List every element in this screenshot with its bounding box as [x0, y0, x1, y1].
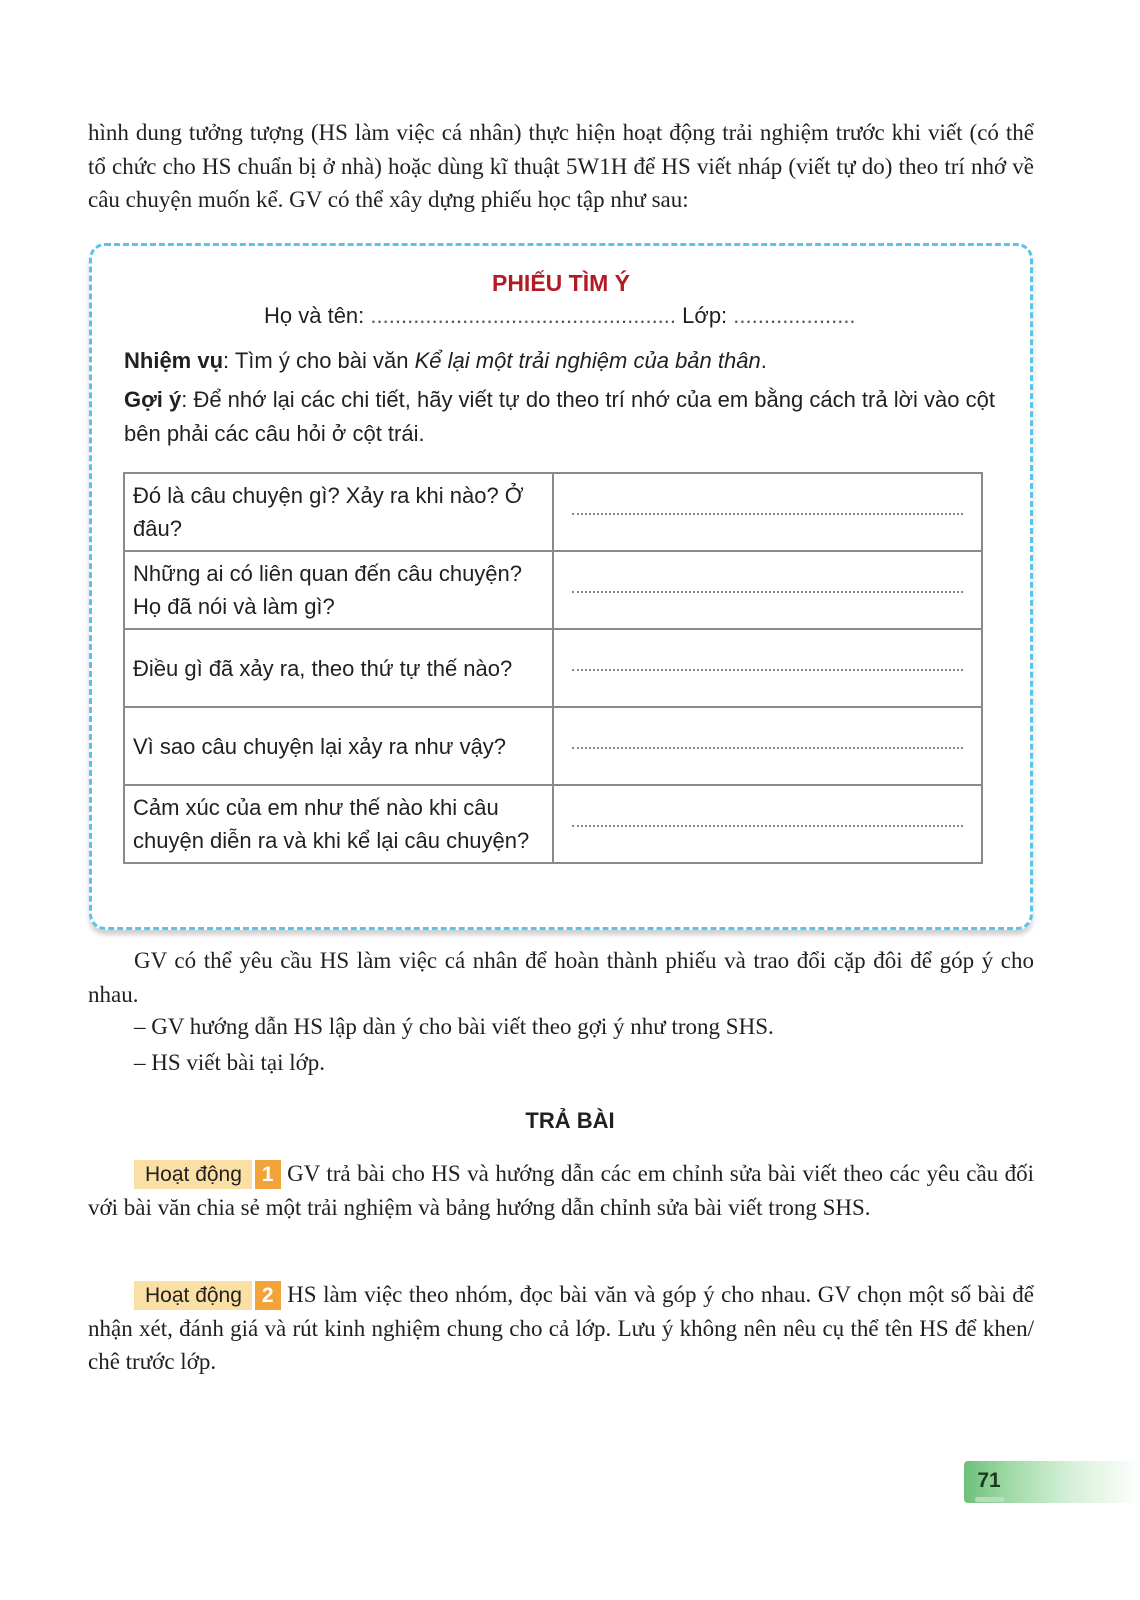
hint-label: Gợi ý	[124, 387, 182, 412]
activity-label: Hoạt động	[134, 1281, 252, 1310]
question-cell: Cảm xúc của em như thế nào khi câu chuyện diễn ra và khi kể lại câu chuyện?	[124, 785, 553, 863]
after-sheet-paragraph: GV có thể yêu cầu HS làm việc cá nhân để hoàn thành phiếu và trao đổi cặp đôi để góp ý cho nhau.	[88, 948, 1034, 1007]
activity-1-badge	[134, 1160, 281, 1189]
name-class-line	[264, 303, 856, 329]
answer-dotted-line	[572, 591, 963, 593]
activity-2-badge	[134, 1281, 281, 1310]
activity-text: GV trả bài cho HS và hướng dẫn các em chỉnh sửa bài viết theo các yêu cầu đối với bài văn chia sẻ một trải nghiệm và bảng hướng dẫn chỉnh sửa bài viết trong SHS.	[88, 1161, 1035, 1220]
activity-number: 2	[255, 1281, 281, 1310]
question-cell: Đó là câu chuyện gì? Xảy ra khi nào? Ở đâu?	[124, 473, 553, 551]
table-row	[124, 551, 982, 629]
page-number: 71	[977, 1469, 1001, 1492]
answer-dotted-line	[572, 669, 963, 671]
name-dots: ..................................................	[370, 303, 677, 328]
task-line	[124, 344, 1004, 378]
table-row	[124, 473, 982, 551]
question-cell: Điều gì đã xảy ra, theo thứ tự thế nào?	[124, 629, 553, 707]
table-row	[124, 707, 982, 785]
activity-1-paragraph	[88, 1157, 1034, 1224]
answer-dotted-line	[572, 513, 963, 515]
activity-2-paragraph	[88, 1278, 1034, 1379]
answer-dotted-line	[572, 825, 963, 827]
name-label: Họ và tên:	[264, 303, 365, 328]
table-row	[124, 785, 982, 863]
class-dots: ....................	[733, 303, 856, 328]
question-cell: Vì sao câu chuyện lại xảy ra như vậy?	[124, 707, 553, 785]
answer-cell	[553, 629, 982, 707]
section-heading: TRẢ BÀI	[525, 1108, 615, 1133]
bullet-item: – GV hướng dẫn HS lập dàn ý cho bài viết theo gợi ý như trong SHS.	[134, 1014, 774, 1039]
question-cell: Những ai có liên quan đến câu chuyện? Họ đã nói và làm gì?	[124, 551, 553, 629]
hint-text: : Để nhớ lại các chi tiết, hãy viết tự do theo trí nhớ của em bằng cách trả lời vào cột bên phải các câu hỏi ở cột trái.	[124, 387, 995, 446]
task-title: Kể lại một trải nghiệm của bản thân	[414, 348, 761, 373]
answer-dotted-line	[572, 747, 963, 749]
task-label: Nhiệm vụ	[124, 348, 224, 373]
table-row	[124, 629, 982, 707]
class-label: Lớp:	[682, 303, 728, 328]
answer-cell	[553, 785, 982, 863]
activity-number: 1	[255, 1160, 281, 1189]
idea-worksheet	[89, 243, 1033, 930]
intro-paragraph: hình dung tưởng tượng (HS làm việc cá nhân) thực hiện hoạt động trải nghiệm trước khi viết (có thể tổ chức cho HS chuẩn bị ở nhà) hoặc dùng kĩ thuật 5W1H để HS viết nháp (viết tự do) theo trí nhớ về câu chuyện muốn kể. GV có thể xây dựng phiếu học tập như sau:	[88, 120, 1034, 212]
activity-text: HS làm việc theo nhóm, đọc bài văn và góp ý cho nhau. GV chọn một số bài để nhận xét, đánh giá và rút kinh nghiệm chung cho cả lớp. Lưu ý không nên nêu cụ thể tên HS để khen/ chê trước lớp.	[88, 1282, 1034, 1374]
bullet-item: – HS viết bài tại lớp.	[134, 1050, 326, 1075]
task-text: : Tìm ý cho bài văn	[223, 348, 415, 373]
question-table	[123, 472, 983, 864]
hint-line	[124, 383, 1004, 451]
answer-cell	[553, 551, 982, 629]
activity-label: Hoạt động	[134, 1160, 252, 1189]
answer-cell	[553, 707, 982, 785]
answer-cell	[553, 473, 982, 551]
worksheet-title: PHIẾU TÌM Ý	[491, 270, 630, 296]
task-end: .	[760, 348, 767, 373]
